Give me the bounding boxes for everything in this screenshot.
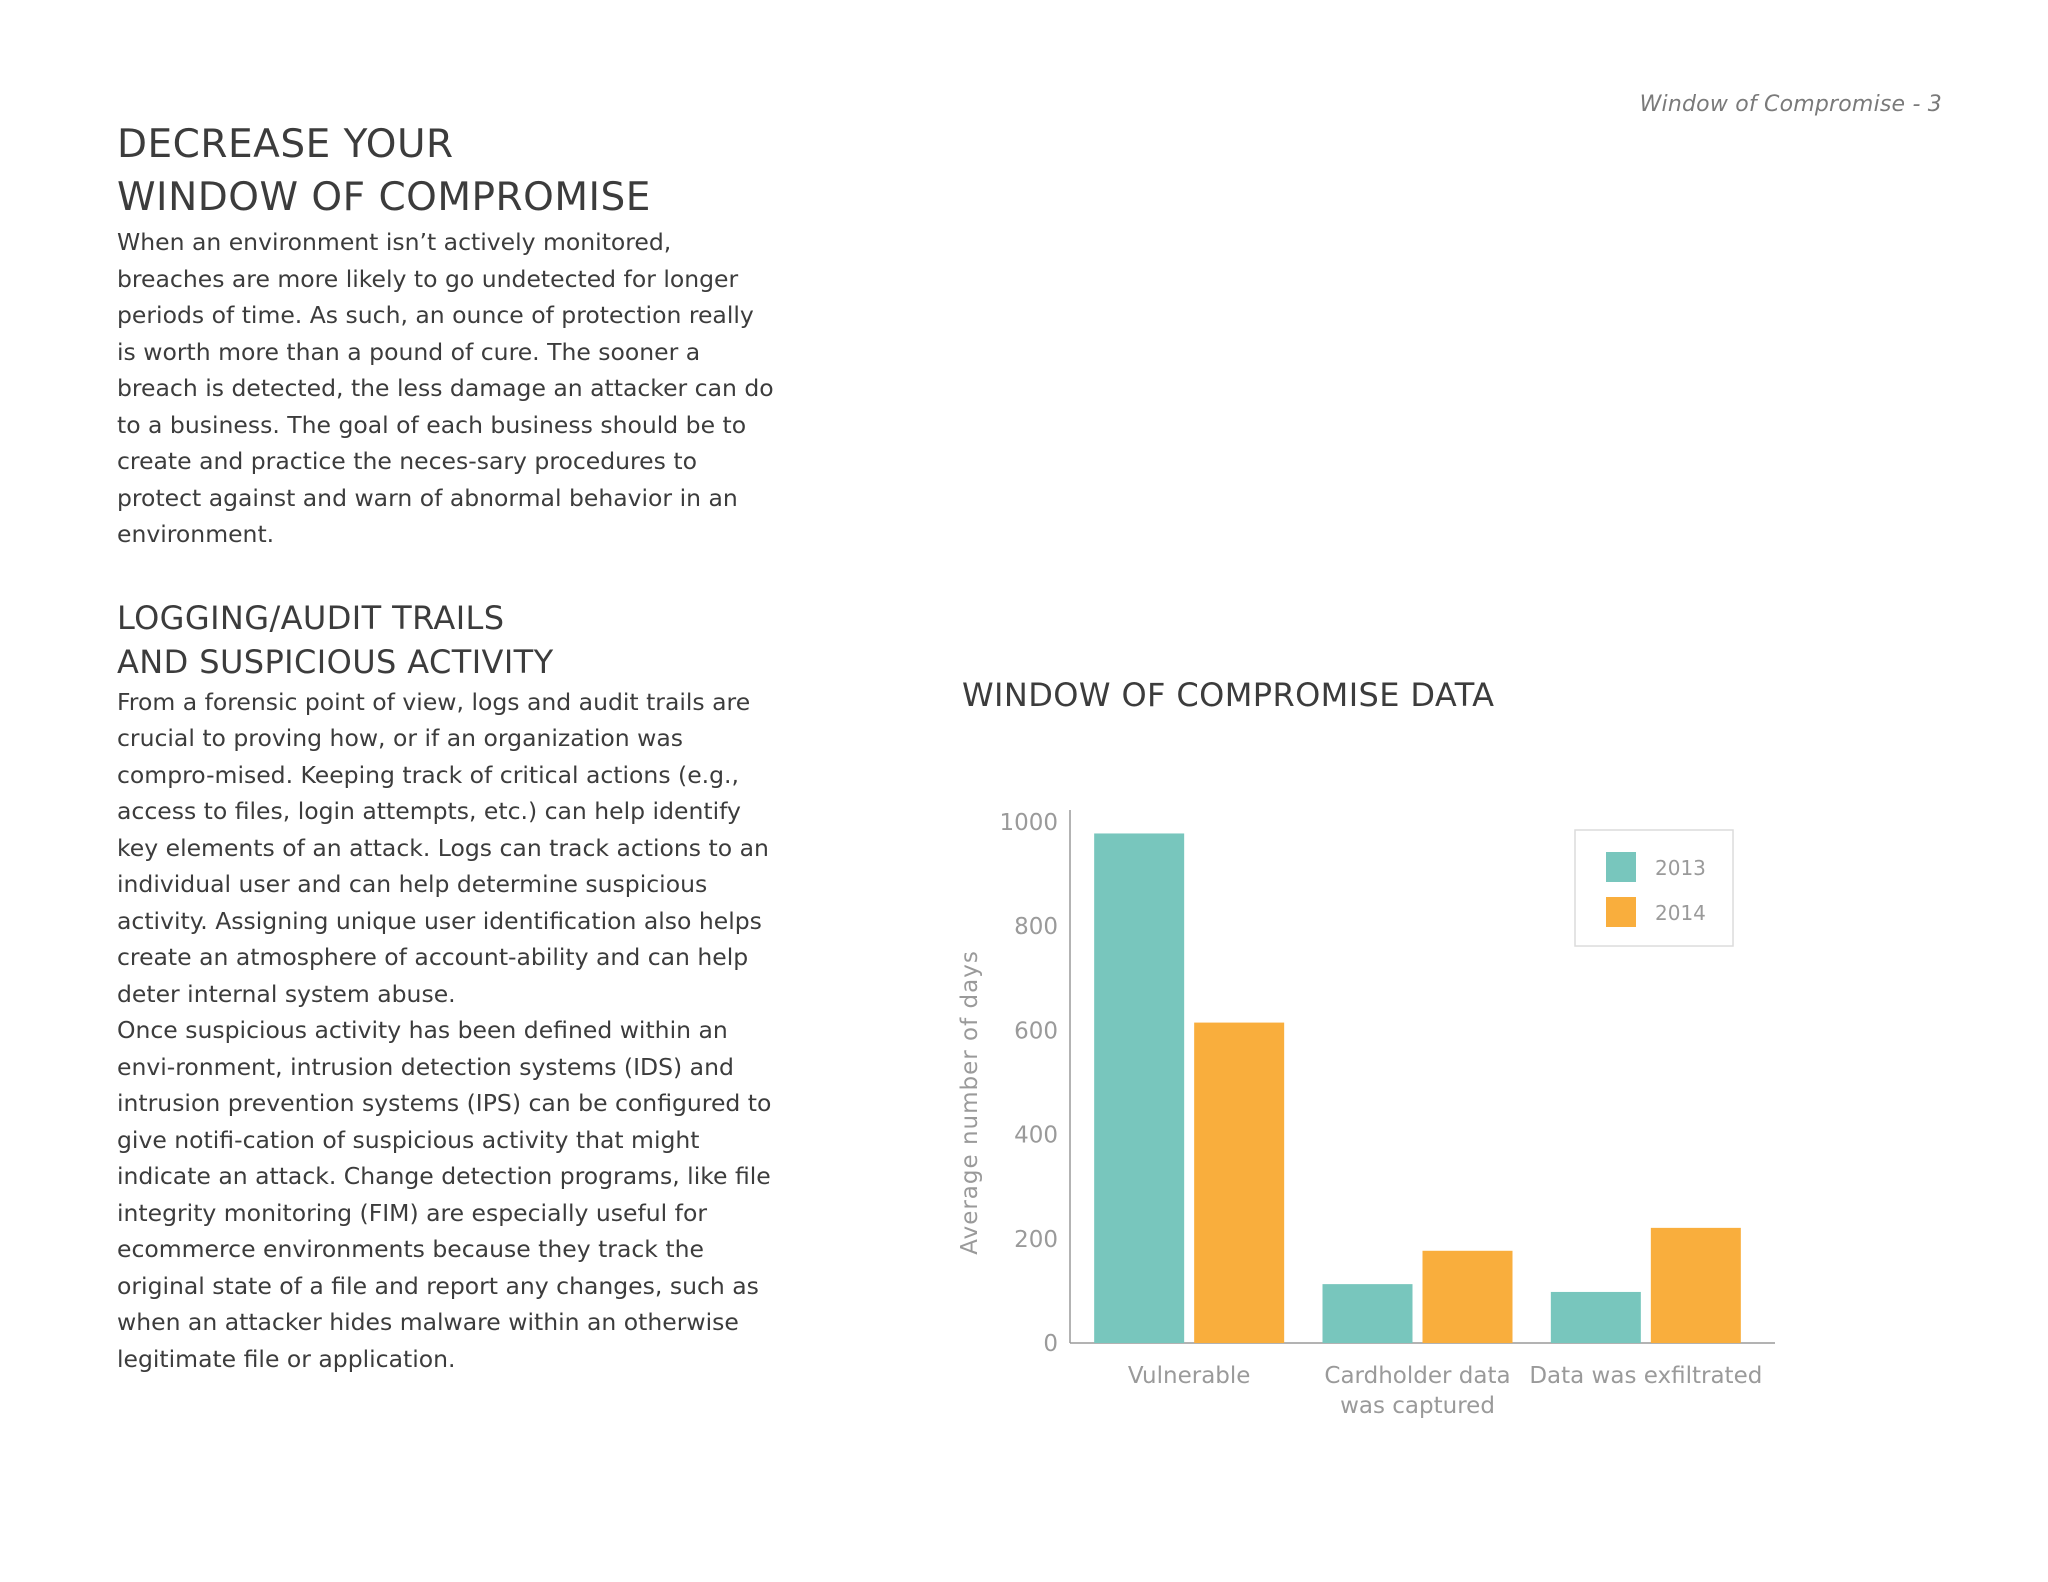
title-line: LOGGING/AUDIT TRAILS	[117, 598, 505, 637]
bar-2014	[1423, 1251, 1513, 1343]
x-category-label: was captured	[1340, 1393, 1495, 1419]
x-category-label: Cardholder data	[1324, 1363, 1511, 1389]
y-tick-label: 1000	[999, 810, 1058, 836]
title-line: WINDOW OF COMPROMISE	[117, 175, 651, 220]
legend-label: 2013	[1655, 856, 1706, 880]
bar-2013	[1094, 833, 1184, 1343]
bar-2013	[1551, 1292, 1641, 1343]
legend-box	[1575, 830, 1733, 946]
y-tick-label: 600	[1014, 1018, 1058, 1045]
y-tick-label: 800	[1014, 914, 1058, 941]
text-column	[117, 118, 777, 1377]
bar-2014	[1194, 1023, 1284, 1343]
page-number-label: Window of Compromise - 3	[1639, 92, 1942, 117]
x-category-label: Vulnerable	[1127, 1363, 1251, 1389]
legend-swatch-2014	[1606, 897, 1636, 927]
legend-swatch-2013	[1606, 852, 1636, 882]
y-tick-label: 0	[1043, 1331, 1058, 1357]
x-category-label: Data was exfiltrated	[1529, 1363, 1763, 1389]
y-tick-label: 400	[1014, 1122, 1058, 1149]
intro-paragraph: When an environment isn’t actively monitored, breaches are more likely to go undetected for longer periods of time. As such, an ounce of protection really is worth more than a pound of cure. The sooner a breach is detected, the less damage an attacker can do to a business. The goal of each business should be to create and practice the neces-sary procedures to protect against and warn of abnormal behavior in an environment.	[117, 228, 774, 548]
section-title-logging	[117, 596, 777, 684]
legend-label: 2014	[1655, 901, 1706, 925]
title-line: AND SUSPICIOUS ACTIVITY	[117, 642, 554, 681]
bar-2014	[1651, 1228, 1741, 1343]
bar-chart	[950, 780, 1810, 1420]
section-title-decrease-window	[117, 118, 777, 224]
y-axis-title: Average number of days	[957, 950, 983, 1255]
logging-paragraph: From a forensic point of view, logs and audit trails are crucial to proving how, or if an organization was compro-mised. Keeping track of critical actions (e.g., access to files, login attempts, etc.) can help identify key elements of an attack. Logs can track actions to an individual user and can help determine suspicious activity. Assigning unique user identification also helps create an atmosphere of account-ability and can help deter internal system abuse.	[117, 687, 769, 1008]
title-line: DECREASE YOUR	[117, 122, 454, 167]
chart-title: WINDOW OF COMPROMISE DATA	[962, 676, 1495, 714]
y-tick-label: 200	[1014, 1226, 1058, 1253]
ids-paragraph: Once suspicious activity has been defined within an envi-ronment, intrusion detection systems (IDS) and intrusion prevention systems (IPS) can be configured to give notifi-cation of suspicious activity that might indicate an attack. Change detection programs, like file integrity monitoring (FIM) are especially useful for ecommerce environments because they track the original state of a file and report any changes, such as when an attacker hides malware within an otherwise legitimate file or application.	[117, 1016, 772, 1373]
bar-2013	[1323, 1284, 1413, 1343]
